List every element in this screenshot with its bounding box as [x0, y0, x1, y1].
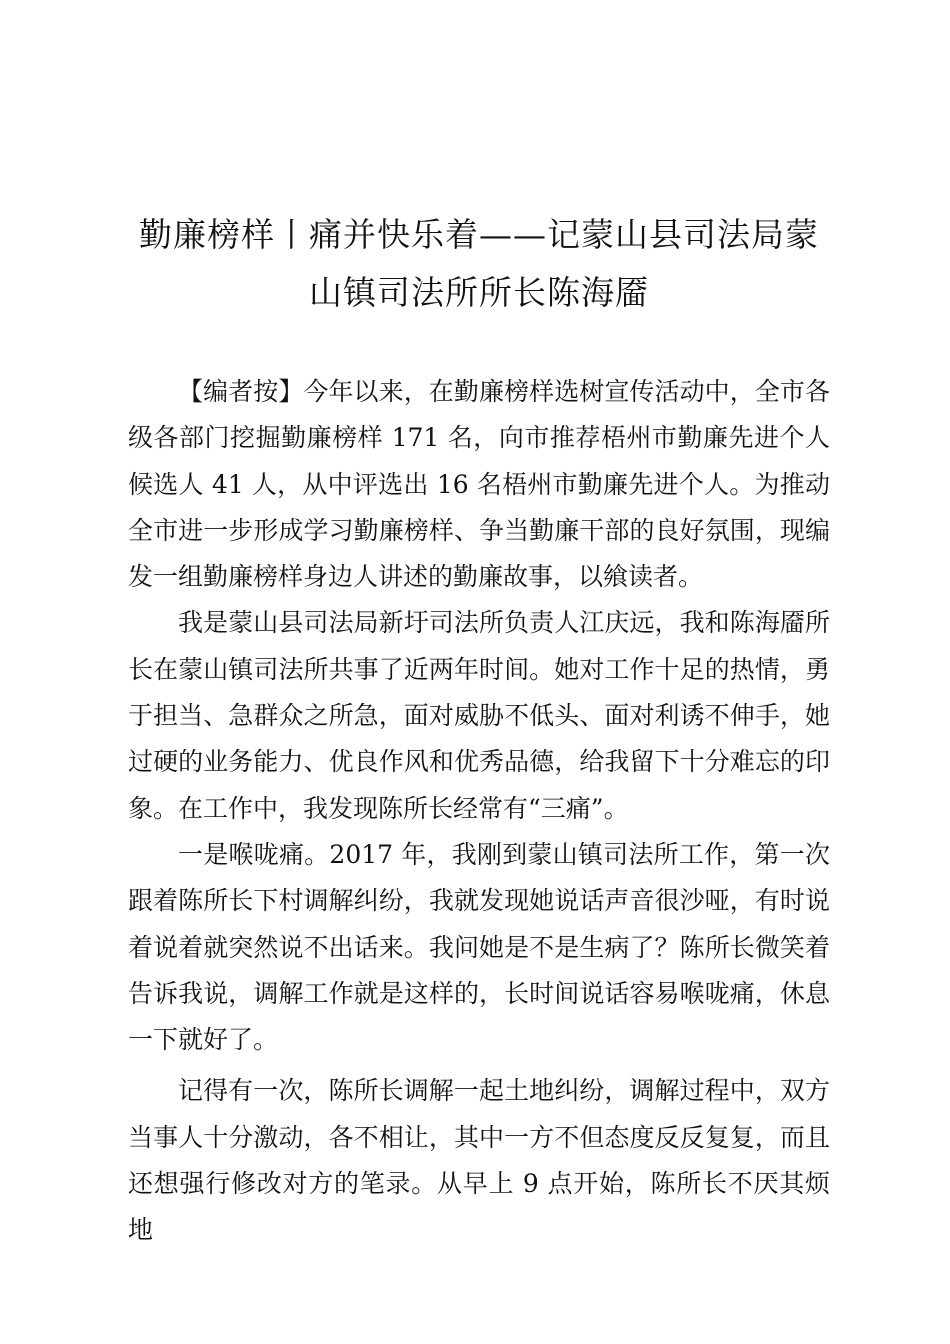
body-paragraph-throat: 一是喉咙痛。2017 年，我刚到蒙山镇司法所工作，第一次跟着陈所长下村调解纠纷，我就发现她说话声音很沙哑，有时说着说着就突然说不出话来。我问她是不是生病了？陈所长微笑着告诉我说，调解工作就是这样的，长时间说话容易喉咙痛，休息一下就好了。 — [128, 839, 830, 1055]
body-paragraph-intro: 我是蒙山县司法局新圩司法所负责人江庆远，我和陈海靥所长在蒙山镇司法所共事了近两年时间。她对工作十足的热情，勇于担当、急群众之所急，面对威胁不低头、面对利诱不伸手，她过硬的业务能力、优良作风和优秀品德，给我留下十分难忘的印象。在工作中，我发现陈所长经常有“三痛”。 — [128, 608, 830, 823]
title-line-2: 山镇司法所所长陈海靥 — [309, 273, 649, 312]
editor-note-paragraph: 【编者按】今年以来，在勤廉榜样选树宣传活动中，全市各级各部门挖掘勤廉榜样 171 名，向市推荐梧州市勤廉先进个人候选人 41 人，从中评选出 16 名梧州市勤廉先进个人。为推动全市进一步形成学习勤廉榜样、争当勤廉干部的良好氛围，现编发一组勤廉榜样身边人讲述的勤廉故事，以飨读者。 — [128, 377, 830, 592]
body-paragraph-dispute: 记得有一次，陈所长调解一起土地纠纷，调解过程中，双方当事人十分激动，各不相让，其中一方不但态度反反复复，而且还想强行修改对方的笔录。从早上 9 点开始，陈所长不厌其烦地 — [128, 1076, 830, 1245]
document-page — [128, 206, 830, 1254]
document-body — [128, 369, 830, 1254]
document-title — [128, 206, 830, 322]
title-line-1: 勤廉榜样丨痛并快乐着——记蒙山县司法局蒙 — [139, 215, 819, 254]
